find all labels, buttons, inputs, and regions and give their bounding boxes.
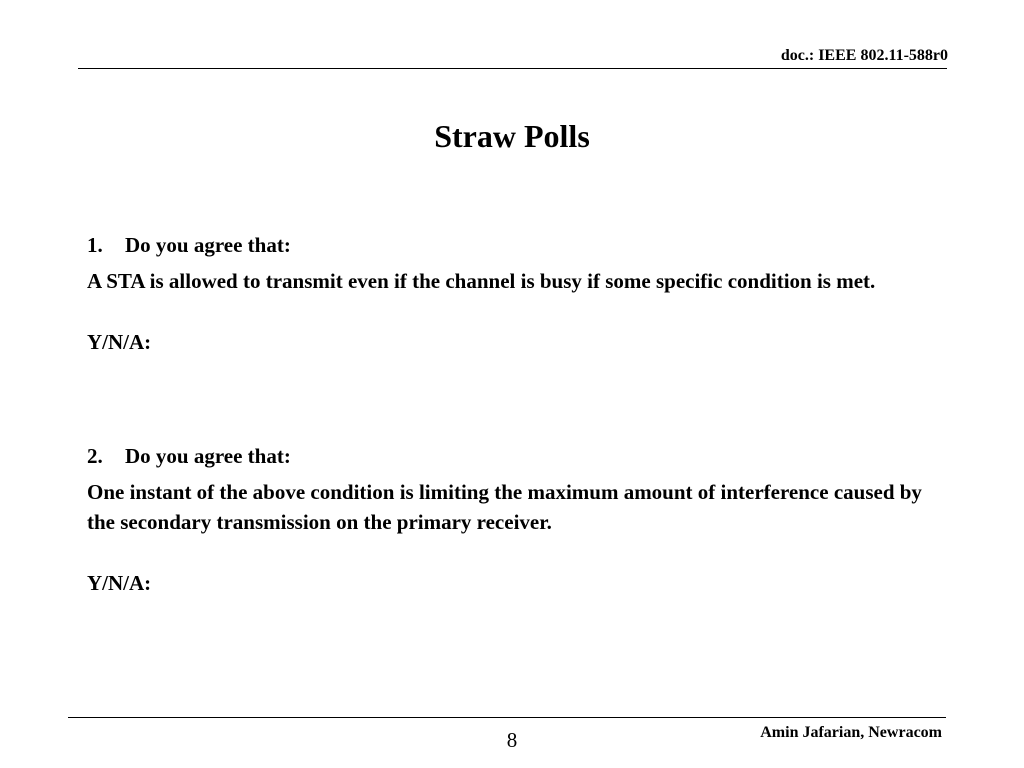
- footer-rule: [68, 717, 946, 718]
- poll-2-question-line: [87, 441, 947, 471]
- poll-1-question-line: [87, 230, 947, 260]
- slide-content: [87, 230, 947, 598]
- slide-title: Straw Polls: [434, 118, 590, 154]
- header-doc-id: doc.: IEEE 802.11-588r0: [780, 47, 948, 64]
- poll-1: [87, 230, 947, 357]
- poll-1-answer-label: Y/N/A:: [87, 330, 152, 354]
- poll-2: [87, 441, 947, 598]
- page-number: 8: [506, 728, 518, 752]
- poll-1-question: Do you agree that:: [125, 233, 291, 257]
- poll-2-answer-label: Y/N/A:: [87, 571, 152, 595]
- poll-2-number: 2.: [87, 444, 103, 468]
- poll-1-statement: A STA is allowed to transmit even if the channel is busy if some specific condition is met.: [87, 269, 876, 293]
- poll-1-number: 1.: [87, 233, 103, 257]
- poll-2-question: Do you agree that:: [125, 444, 291, 468]
- footer-author: Amin Jafarian, Newracom: [760, 724, 942, 741]
- header-rule: [78, 68, 947, 69]
- poll-spacer: [87, 357, 947, 441]
- poll-2-statement: One instant of the above condition is limiting the maximum amount of interference caused by the secondary transmission on the primary receiver.: [87, 480, 922, 534]
